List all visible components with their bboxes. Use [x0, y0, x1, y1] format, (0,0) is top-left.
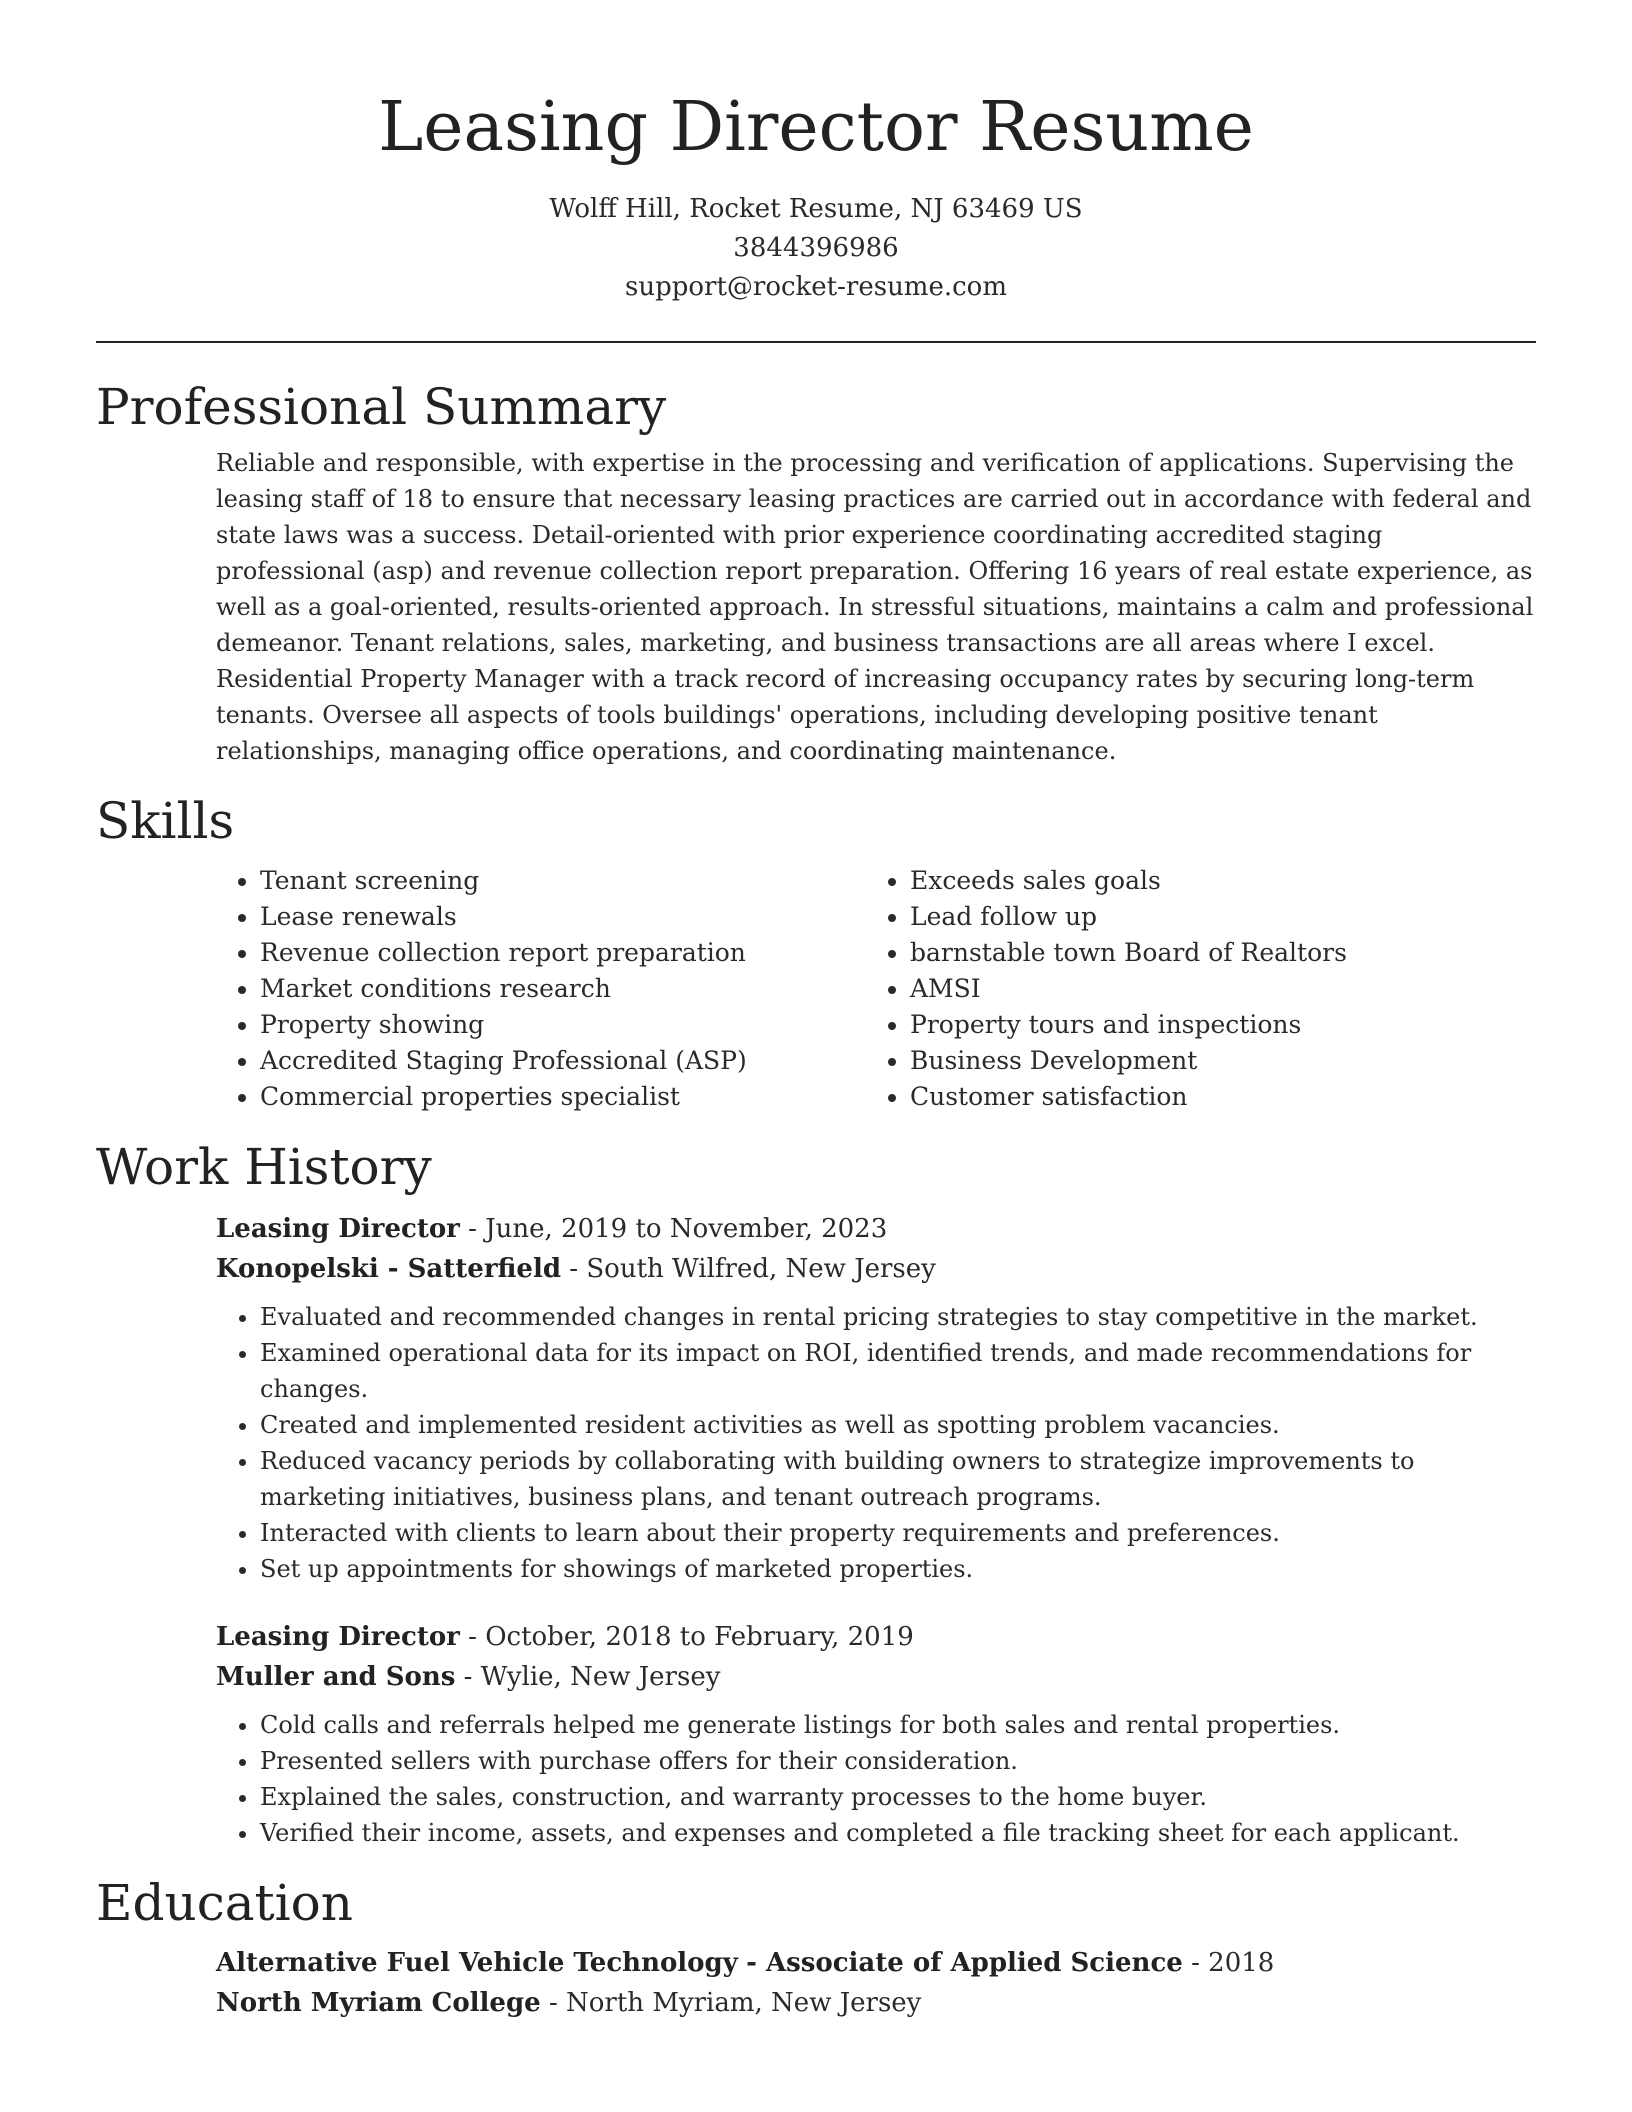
job-location: Wylie, New Jersey — [480, 1662, 721, 1692]
job-title-line: Leasing Director - June, 2019 to November, 2023 — [216, 1214, 888, 1244]
email: support@rocket-resume.com — [624, 272, 1007, 302]
skill-item: • Tenant screening — [260, 863, 866, 899]
job-company-line: Muller and Sons - Wylie, New Jersey — [216, 1662, 721, 1692]
header-divider — [96, 341, 1536, 343]
education-degree-line: Alternative Fuel Vehicle Technology - Associate of Applied Science - 2018 — [216, 1948, 1275, 1978]
skill-item: • Market conditions research — [260, 971, 866, 1007]
section-title-skills: Skills — [96, 792, 235, 850]
phone: 3844396986 — [733, 233, 899, 263]
skill-item: • Exceeds sales goals — [910, 863, 1426, 899]
skills-column-right — [866, 863, 1426, 1115]
job-bullet: • Interacted with clients to learn about their property requirements and preferences. — [260, 1515, 1536, 1551]
skill-item: • Property showing — [260, 1007, 866, 1043]
job-bullet: • Set up appointments for showings of marketed properties. — [260, 1551, 1536, 1587]
skills-list — [216, 863, 1536, 1115]
job-company-line: Konopelski - Satterfield - South Wilfred, New Jersey — [216, 1254, 936, 1284]
job-company: Konopelski - Satterfield — [216, 1254, 562, 1284]
skill-item: • Customer satisfaction — [910, 1079, 1426, 1115]
job-bullet: • Presented sellers with purchase offers for their consideration. — [260, 1743, 1536, 1779]
job-role: Leasing Director — [216, 1622, 460, 1652]
job-bullet: • Examined operational data for its impact on ROI, identified trends, and made recommendations for changes. — [260, 1335, 1536, 1407]
address: Wolff Hill, Rocket Resume, NJ 63469 US — [549, 194, 1083, 224]
education-year: 2018 — [1208, 1948, 1275, 1978]
education-school-line: North Myriam College - North Myriam, New Jersey — [216, 1988, 922, 2018]
skill-item: • Lead follow up — [910, 899, 1426, 935]
job-bullet: • Explained the sales, construction, and warranty processes to the home buyer. — [260, 1779, 1536, 1815]
skill-item: • Accredited Staging Professional (ASP) — [260, 1043, 866, 1079]
education-location: North Myriam, New Jersey — [566, 1988, 922, 2018]
resume-header — [96, 0, 1536, 307]
job-dates: June, 2019 to November, 2023 — [485, 1214, 888, 1244]
education-degree: Associate of Applied Science — [765, 1948, 1183, 1978]
skill-item: • Business Development — [910, 1043, 1426, 1079]
skill-item: • barnstable town Board of Realtors — [910, 935, 1426, 971]
skills-column-left — [216, 863, 866, 1115]
job-title-line: Leasing Director - October, 2018 to February, 2019 — [216, 1622, 914, 1652]
job-bullet: • Cold calls and referrals helped me generate listings for both sales and rental properties. — [260, 1707, 1536, 1743]
job-entry — [216, 1209, 1536, 1587]
job-dates: October, 2018 to February, 2019 — [485, 1622, 914, 1652]
job-bullets — [216, 1707, 1536, 1851]
job-entry — [216, 1617, 1536, 1851]
education-field: Alternative Fuel Vehicle Technology — [216, 1948, 738, 1978]
summary-text: Reliable and responsible, with expertise in the processing and verification of applications. Supervising the leasing staff of 18 to ensure that necessary leasing practices are carried out in accordance with federal and state laws was a success. Detail-oriented with prior experience coordinating accredited staging professional (asp) and revenue collection report preparation. Offering 16 years of real estate experience, as well as a goal-oriented, results-oriented approach. In stressful situations, maintains a calm and professional demeanor. Tenant relations, sales, marketing, and business transactions are all areas where I excel. Residential Property Manager with a track record of increasing occupancy rates by securing long-term tenants. Oversee all aspects of tools buildings' operations, including developing positive tenant relationships, managing office operations, and coordinating maintenance. — [216, 449, 1534, 765]
job-bullet: • Created and implemented resident activities as well as spotting problem vacancies. — [260, 1407, 1536, 1443]
education-entry — [216, 1943, 1536, 2023]
section-title-work-history: Work History — [96, 1138, 432, 1196]
job-bullet: • Reduced vacancy periods by collaborating with building owners to strategize improvements to marketing initiatives, business plans, and tenant outreach programs. — [260, 1443, 1536, 1515]
resume-title: Leasing Director Resume — [378, 88, 1254, 167]
job-bullet: • Verified their income, assets, and expenses and completed a file tracking sheet for each applicant. — [260, 1815, 1536, 1851]
job-bullet: • Evaluated and recommended changes in rental pricing strategies to stay competitive in the market. — [260, 1299, 1536, 1335]
job-role: Leasing Director — [216, 1214, 460, 1244]
job-company: Muller and Sons — [216, 1662, 456, 1692]
skill-item: • Property tours and inspections — [910, 1007, 1426, 1043]
section-title-summary: Professional Summary — [96, 378, 667, 436]
contact-info — [96, 190, 1536, 307]
skill-item: • Commercial properties specialist — [260, 1079, 866, 1115]
skill-item: • Lease renewals — [260, 899, 866, 935]
skill-item: • AMSI — [910, 971, 1426, 1007]
section-title-education: Education — [96, 1874, 353, 1932]
job-bullets — [216, 1299, 1536, 1587]
job-location: South Wilfred, New Jersey — [586, 1254, 936, 1284]
skill-item: • Revenue collection report preparation — [260, 935, 866, 971]
education-school: North Myriam College — [216, 1988, 541, 2018]
